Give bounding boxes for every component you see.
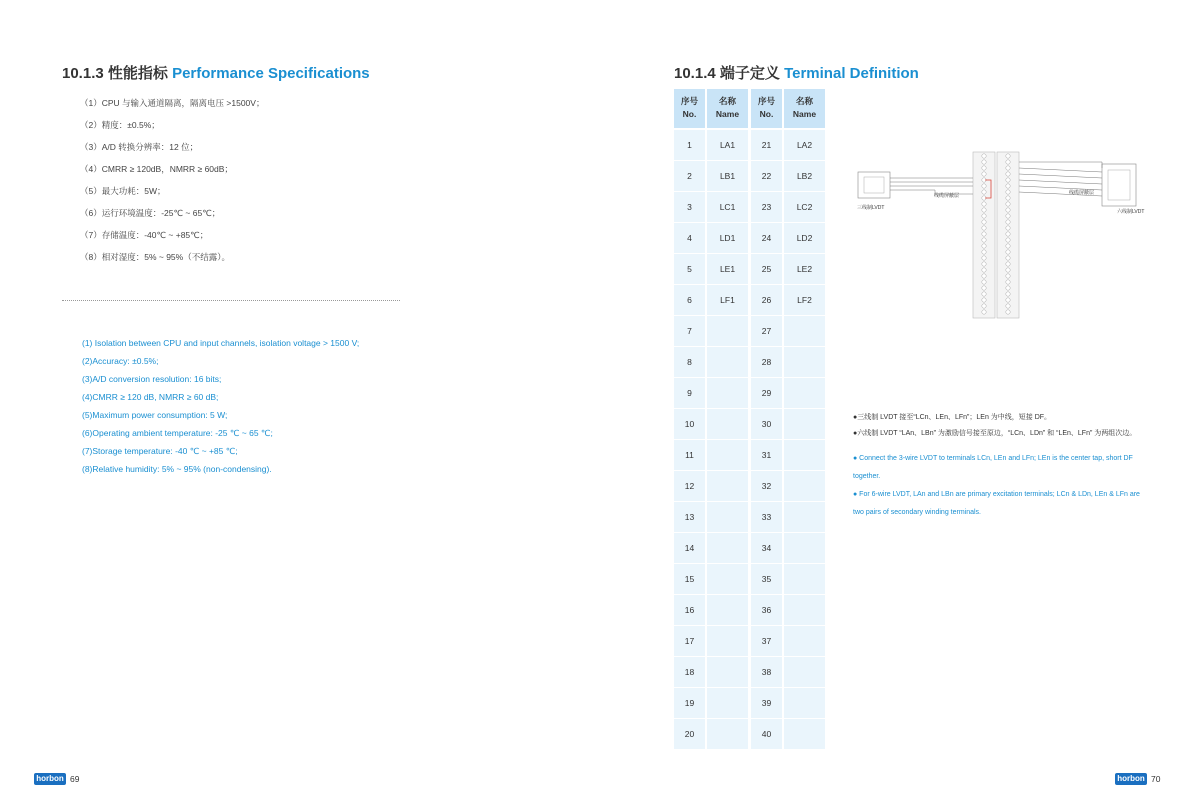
- terminal-name-cell: [784, 688, 825, 718]
- terminal-screw: [982, 262, 986, 266]
- terminal-number-cell: 30: [751, 409, 782, 439]
- terminal-screw: [982, 202, 986, 206]
- terminal-screw: [982, 190, 986, 194]
- terminal-name-cell: [707, 688, 748, 718]
- 6wire-lvdt-label: 六线制LVDT: [1117, 209, 1145, 215]
- terminal-name-cell: LC1: [707, 192, 748, 222]
- terminal-number-cell: 8: [674, 347, 705, 377]
- terminal-screw: [1006, 220, 1010, 224]
- terminal-name-cell: LB1: [707, 161, 748, 191]
- terminal-name-cell: [784, 595, 825, 625]
- terminal-number-cell: 36: [751, 595, 782, 625]
- terminal-screw: [982, 310, 986, 314]
- terminal-number-cell: 24: [751, 223, 782, 253]
- spec-item-en: (3)A/D conversion resolution: 16 bits;: [82, 374, 222, 384]
- terminal-screw: [1006, 304, 1010, 308]
- title-cn: 端子定义: [719, 65, 780, 82]
- spec-item-cn: （8）相对湿度：5% ~ 95%（不结露）。: [80, 252, 230, 262]
- header-en: Name: [715, 109, 740, 119]
- terminal-name-cell: LD2: [784, 223, 825, 253]
- terminal-screw: [1006, 268, 1010, 272]
- shield-label-right: 线缆屏蔽层: [1069, 190, 1095, 196]
- section-number: 10.1.4: [674, 65, 716, 82]
- terminal-number-cell: 38: [751, 657, 782, 687]
- spec-item-en: (7)Storage temperature: -40 ℃ ~ +85 ℃;: [82, 446, 238, 456]
- terminal-name-cell: [784, 316, 825, 346]
- spec-item-en: (5)Maximum power consumption: 5 W;: [82, 410, 228, 420]
- terminal-screw: [1006, 244, 1010, 248]
- terminal-name-cell: [707, 471, 748, 501]
- terminal-name-cell: LA1: [707, 130, 748, 160]
- header-cn: 序号: [757, 96, 775, 106]
- terminal-screw: [1006, 184, 1010, 188]
- terminal-name-cell: [784, 409, 825, 439]
- terminal-name-cell: [784, 440, 825, 470]
- terminal-name-cell: LC2: [784, 192, 825, 222]
- terminal-screw: [1006, 208, 1010, 212]
- terminal-number-cell: 9: [674, 378, 705, 408]
- note-cn-3wire: ●三线制 LVDT 接至“LCn、LEn、LFn”；LEn 为中线，短接 DF。: [853, 414, 1052, 421]
- spec-item-cn: （1）CPU 与输入通道隔离，隔离电压 >1500V；: [80, 98, 265, 108]
- terminal-screw: [1006, 238, 1010, 242]
- terminal-screw: [1006, 280, 1010, 284]
- terminal-number-cell: 15: [674, 564, 705, 594]
- terminal-screw: [982, 238, 986, 242]
- header-en: No.: [759, 109, 774, 119]
- lvdt-wiring-diagram: [855, 150, 1145, 320]
- spec-item-cn: （4）CMRR ≥ 120dB，NMRR ≥ 60dB；: [80, 164, 233, 174]
- terminal-number-cell: 16: [674, 595, 705, 625]
- terminal-name-cell: [707, 533, 748, 563]
- terminal-name-cell: [707, 626, 748, 656]
- terminal-number-cell: 19: [674, 688, 705, 718]
- terminal-number-cell: 6: [674, 285, 705, 315]
- terminal-screw: [1006, 310, 1010, 314]
- terminal-screw: [982, 184, 986, 188]
- terminal-name-cell: [707, 502, 748, 532]
- terminal-screw: [1006, 298, 1010, 302]
- terminal-number-cell: 25: [751, 254, 782, 284]
- terminal-number-cell: 21: [751, 130, 782, 160]
- terminal-screw: [1006, 166, 1010, 170]
- terminal-screw: [1006, 232, 1010, 236]
- terminal-screw: [982, 244, 986, 248]
- terminal-table: [674, 89, 825, 747]
- title-en: Terminal Definition: [784, 65, 919, 82]
- terminal-screw: [1006, 250, 1010, 254]
- terminal-screw: [982, 274, 986, 278]
- terminal-name-cell: [707, 564, 748, 594]
- terminal-screw: [982, 268, 986, 272]
- terminal-name-cell: [707, 595, 748, 625]
- terminal-number-cell: 33: [751, 502, 782, 532]
- terminal-name-cell: [784, 626, 825, 656]
- horbon-logo: horbon: [34, 773, 66, 785]
- terminal-screw: [1006, 286, 1010, 290]
- terminal-number-cell: 27: [751, 316, 782, 346]
- terminal-name-cell: LE1: [707, 254, 748, 284]
- terminal-name-cell: [784, 719, 825, 749]
- name-header: [707, 89, 748, 128]
- terminal-screw: [982, 208, 986, 212]
- spec-item-en: (6)Operating ambient temperature: -25 ℃ ~ 65 ℃;: [82, 428, 273, 438]
- no-header: [674, 89, 705, 128]
- terminal-screw: [982, 226, 986, 230]
- header-cn: 序号: [680, 96, 698, 106]
- spec-item-cn: （7）存储温度：-40℃ ~ +85℃；: [80, 230, 209, 240]
- terminal-screw: [982, 304, 986, 308]
- terminal-number-cell: 29: [751, 378, 782, 408]
- terminal-screw: [982, 298, 986, 302]
- header-en: No.: [682, 109, 697, 119]
- header-cn: 名称: [718, 96, 736, 106]
- terminal-screw: [1006, 196, 1010, 200]
- terminal-number-cell: 20: [674, 719, 705, 749]
- terminal-screw: [982, 292, 986, 296]
- terminal-name-cell: [784, 347, 825, 377]
- spec-list-cn: [80, 96, 264, 272]
- name-header: [784, 89, 825, 128]
- terminal-name-cell: [707, 347, 748, 377]
- terminal-name-cell: LE2: [784, 254, 825, 284]
- header-en: Name: [792, 109, 817, 119]
- terminal-name-cell: [784, 533, 825, 563]
- spec-item-cn: （3）A/D 转换分辨率：12 位；: [80, 142, 199, 152]
- terminal-number-cell: 40: [751, 719, 782, 749]
- terminal-screw: [1006, 160, 1010, 164]
- terminal-screw: [982, 232, 986, 236]
- terminal-screw: [982, 172, 986, 176]
- terminal-name-cell: LD1: [707, 223, 748, 253]
- terminal-number-cell: 31: [751, 440, 782, 470]
- terminal-number-cell: 22: [751, 161, 782, 191]
- terminal-screw: [1006, 226, 1010, 230]
- note-cn-6wire: ●六线制 LVDT “LAn、LBn” 为激励信号接至原边，“LCn、LDn” 和 “LEn、LFn” 为两组次边。: [853, 430, 1137, 437]
- terminal-number-cell: 2: [674, 161, 705, 191]
- spec-item-en: (8)Relative humidity: 5% ~ 95% (non-condensing).: [82, 464, 272, 474]
- terminal-number-cell: 18: [674, 657, 705, 687]
- terminal-screw: [1006, 178, 1010, 182]
- terminal-number-cell: 4: [674, 223, 705, 253]
- terminal-number-cell: 39: [751, 688, 782, 718]
- terminal-name-cell: [707, 719, 748, 749]
- spec-item-en: (1) Isolation between CPU and input channels, isolation voltage > 1500 V;: [82, 338, 360, 348]
- page-number: 70: [1151, 774, 1161, 784]
- terminal-number-cell: 28: [751, 347, 782, 377]
- terminal-screw: [982, 250, 986, 254]
- title-cn: 性能指标: [107, 65, 168, 82]
- terminal-number-cell: 23: [751, 192, 782, 222]
- terminal-name-cell: [707, 409, 748, 439]
- terminal-screw: [982, 256, 986, 260]
- terminal-number-cell: 5: [674, 254, 705, 284]
- terminal-number-cell: 37: [751, 626, 782, 656]
- title-en: Performance Specifications: [172, 65, 370, 82]
- terminal-screw: [1006, 154, 1010, 158]
- horbon-logo: horbon: [1115, 773, 1147, 785]
- spec-item-cn: （6）运行环境温度：-25℃ ~ 65℃；: [80, 208, 221, 218]
- terminal-name-cell: [707, 378, 748, 408]
- spec-item-cn: （5）最大功耗：5W；: [80, 186, 166, 196]
- terminal-screw: [1006, 292, 1010, 296]
- terminal-number-cell: 11: [674, 440, 705, 470]
- note-en-6wire: ● For 6-wire LVDT, LAn and LBn are primary excitation terminals; LCn & LDn, LEn & LFn are two pairs of secondary winding terminals.: [853, 491, 1140, 516]
- terminal-name-cell: LF1: [707, 285, 748, 315]
- terminal-name-cell: LA2: [784, 130, 825, 160]
- terminal-screw: [982, 166, 986, 170]
- terminal-name-cell: LB2: [784, 161, 825, 191]
- 3wire-lvdt-label: 三线制LVDT: [857, 205, 885, 211]
- terminal-screw: [982, 286, 986, 290]
- terminal-screw: [1006, 172, 1010, 176]
- shield-label-left: 线缆屏蔽层: [934, 193, 960, 199]
- terminal-number-cell: 10: [674, 409, 705, 439]
- performance-spec-title: [62, 62, 370, 83]
- terminal-screw: [1006, 190, 1010, 194]
- terminal-number-cell: 26: [751, 285, 782, 315]
- dotted-divider: [62, 300, 400, 301]
- section-number: 10.1.3: [62, 65, 104, 82]
- terminal-name-cell: [784, 471, 825, 501]
- terminal-number-cell: 7: [674, 316, 705, 346]
- terminal-screw: [1006, 256, 1010, 260]
- terminal-number-cell: 3: [674, 192, 705, 222]
- terminal-number-cell: 35: [751, 564, 782, 594]
- terminal-screw: [1006, 202, 1010, 206]
- terminal-screw: [1006, 214, 1010, 218]
- terminal-name-cell: [784, 564, 825, 594]
- terminal-screw: [1006, 262, 1010, 266]
- terminal-number-cell: 14: [674, 533, 705, 563]
- terminal-name-cell: [784, 657, 825, 687]
- terminal-screw: [1006, 274, 1010, 278]
- terminal-name-cell: LF2: [784, 285, 825, 315]
- terminal-name-cell: [784, 502, 825, 532]
- terminal-definition-title: [674, 62, 919, 83]
- terminal-name-cell: [707, 316, 748, 346]
- spec-item-en: (2)Accuracy: ±0.5%;: [82, 356, 159, 366]
- note-en-3wire: ● Connect the 3-wire LVDT to terminals LCn, LEn and LFn; LEn is the center tap, short DF together.: [853, 455, 1133, 480]
- terminal-number-cell: 17: [674, 626, 705, 656]
- spec-list-en: [82, 336, 359, 480]
- spec-item-cn: （2）精度：±0.5%；: [80, 120, 160, 130]
- header-cn: 名称: [795, 96, 813, 106]
- 6wire-lvdt-box: [1102, 164, 1136, 206]
- terminal-screw: [982, 160, 986, 164]
- terminal-name-cell: [707, 440, 748, 470]
- terminal-screw: [982, 220, 986, 224]
- terminal-screw: [982, 214, 986, 218]
- terminal-number-cell: 1: [674, 130, 705, 160]
- 3wire-lvdt-box: [858, 172, 890, 198]
- terminal-screw: [982, 280, 986, 284]
- terminal-number-cell: 34: [751, 533, 782, 563]
- terminal-name-cell: [784, 378, 825, 408]
- terminal-screw: [982, 154, 986, 158]
- spec-item-en: (4)CMRR ≥ 120 dB, NMRR ≥ 60 dB;: [82, 392, 219, 402]
- terminal-number-cell: 13: [674, 502, 705, 532]
- page-number: 69: [70, 774, 80, 784]
- terminal-number-cell: 32: [751, 471, 782, 501]
- no-header: [751, 89, 782, 128]
- terminal-name-cell: [707, 657, 748, 687]
- terminal-number-cell: 12: [674, 471, 705, 501]
